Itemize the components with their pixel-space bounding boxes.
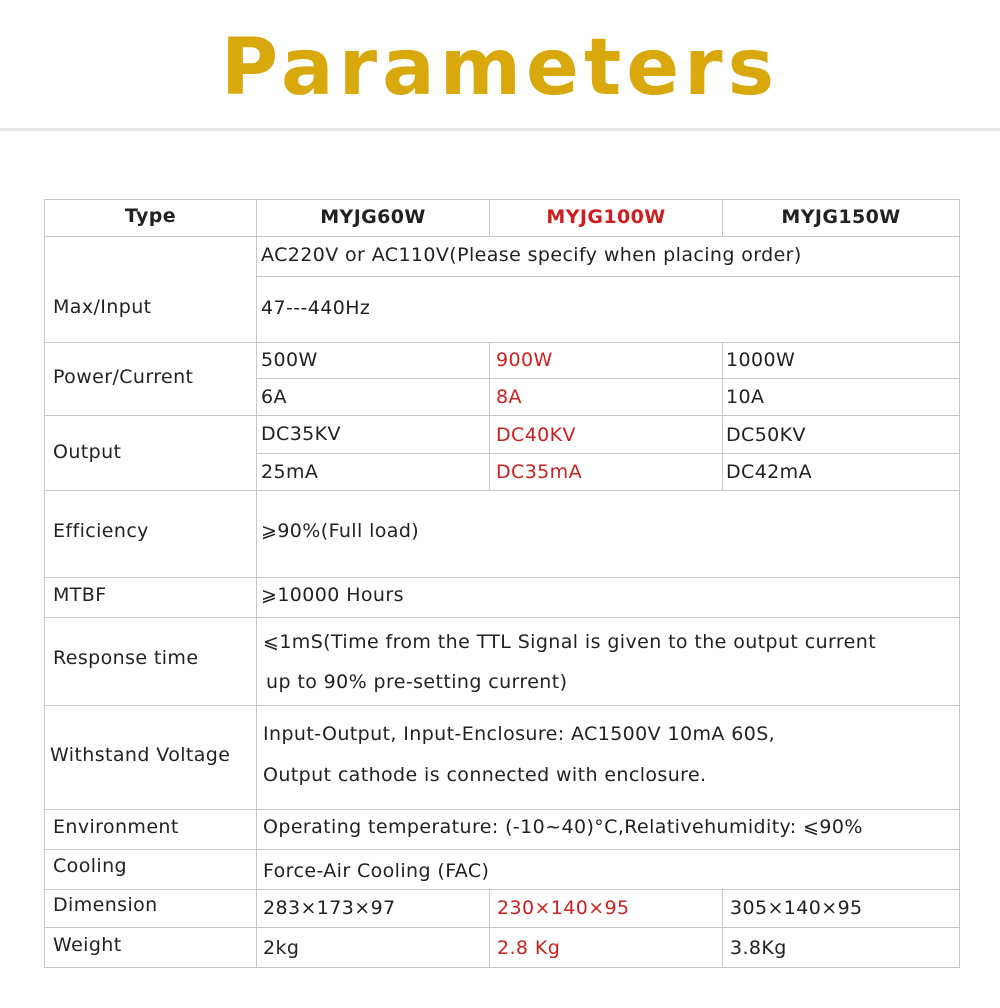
withstand-voltage-line-1: Input-Output, Input-Enclosure: AC1500V 10mA 60S, (263, 723, 776, 745)
output-label: Output (53, 441, 122, 463)
header-model-100w: MYJG100W (546, 206, 666, 228)
header-model-150w: MYJG150W (781, 206, 901, 228)
withstand-voltage-line-2: Output cathode is connected with enclosure. (263, 764, 707, 786)
current-cell-60w (256, 378, 490, 416)
weight-value-60w: 2kg (263, 937, 300, 959)
output-voltage-60w: DC35KV (261, 423, 341, 445)
dimension-value-100w: 230×140×95 (497, 897, 630, 919)
output-voltage-100w: DC40KV (496, 424, 576, 446)
environment-label: Environment (53, 816, 179, 838)
header-type-label: Type (124, 205, 177, 227)
max-input-voltage: AC220V or AC110V(Please specify when placing order) (261, 244, 802, 266)
power-value-100w: 900W (496, 349, 553, 371)
cooling-value: Force-Air Cooling (FAC) (263, 860, 490, 882)
max-input-frequency: 47---440Hz (261, 297, 371, 319)
current-value-100w: 8A (496, 386, 522, 408)
max-input-label: Max/Input (53, 296, 152, 318)
output-current-60w: 25mA (261, 461, 319, 483)
page-title: Parameters (220, 23, 780, 113)
current-value-150w: 10A (726, 386, 765, 408)
weight-label: Weight (53, 934, 122, 956)
dimension-label: Dimension (53, 894, 158, 916)
output-voltage-150w: DC50KV (726, 424, 806, 446)
current-value-60w: 6A (261, 386, 287, 408)
withstand-voltage-value-cell (256, 705, 960, 810)
max-input-label-cell (44, 236, 257, 343)
efficiency-label: Efficiency (53, 520, 149, 542)
dimension-value-60w: 283×173×97 (263, 897, 396, 919)
power-value-60w: 500W (261, 349, 318, 371)
response-time-line-1: ⩽1mS(Time from the TTL Signal is given to the output current (263, 631, 877, 653)
current-cell-100w (489, 378, 723, 416)
weight-value-100w: 2.8 Kg (497, 937, 561, 959)
output-current-100w: DC35mA (496, 461, 582, 483)
efficiency-value: ⩾90%(Full load) (261, 520, 420, 542)
cooling-label: Cooling (53, 855, 127, 877)
withstand-voltage-label: Withstand Voltage (50, 744, 231, 766)
dimension-value-150w: 305×140×95 (730, 897, 863, 919)
power-current-label: Power/Current (53, 366, 194, 388)
output-current-150w: DC42mA (726, 461, 812, 483)
title-divider (0, 128, 1000, 131)
response-time-line-2: up to 90% pre-setting current) (266, 671, 568, 693)
mtbf-value: ⩾10000 Hours (261, 584, 404, 606)
weight-value-150w: 3.8Kg (730, 937, 787, 959)
mtbf-label: MTBF (53, 584, 107, 606)
environment-value: Operating temperature: (-10~40)°C,Relativehumidity: ⩽90% (263, 816, 863, 838)
response-time-label: Response time (53, 647, 199, 669)
header-model-60w: MYJG60W (320, 206, 426, 228)
power-value-150w: 1000W (726, 349, 796, 371)
